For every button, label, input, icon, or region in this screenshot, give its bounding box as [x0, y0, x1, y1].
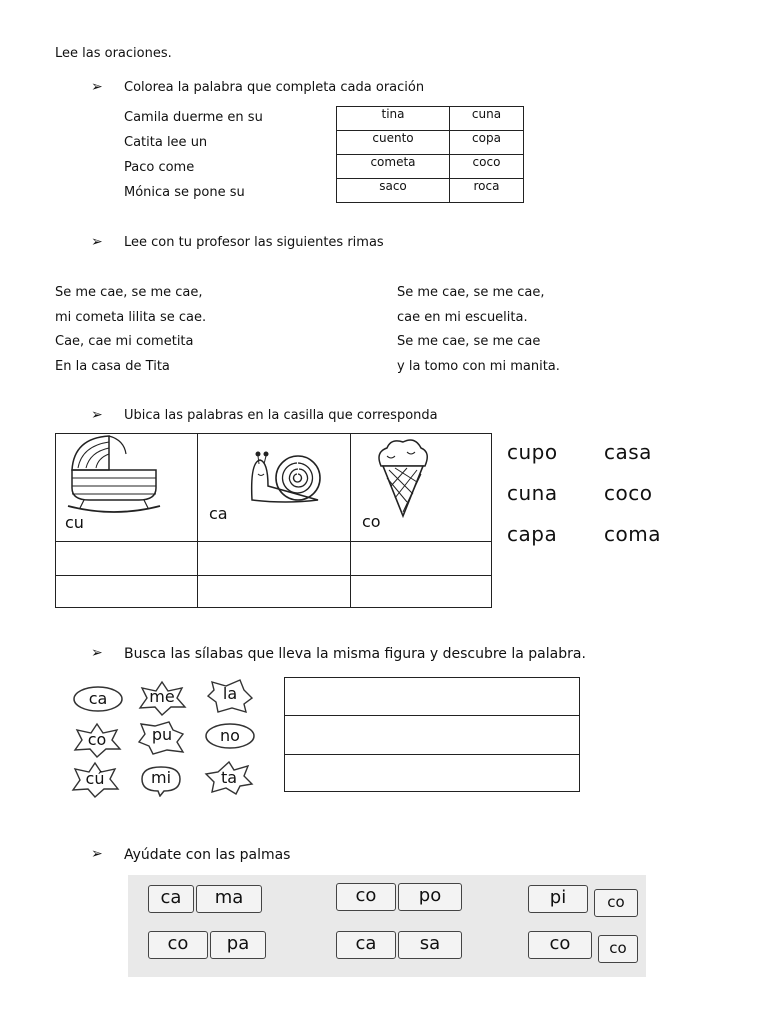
syllable-text: mi	[150, 768, 172, 787]
syllable-chip	[72, 722, 122, 758]
puzzle-piece: ca	[336, 931, 396, 959]
word-cell[interactable]: roca	[450, 179, 524, 203]
puzzle-panel	[128, 875, 646, 977]
word-bank-item: cuna	[507, 481, 558, 505]
puzzle-piece: pa	[210, 931, 266, 959]
puzzle-piece: co	[336, 883, 396, 911]
answer-cell[interactable]	[55, 541, 198, 576]
answer-cell[interactable]	[55, 575, 198, 608]
rhyme-right	[397, 281, 560, 379]
answer-cell[interactable]	[350, 575, 492, 608]
word-bank-item: cupo	[507, 440, 558, 464]
puzzle-piece: co	[598, 935, 638, 963]
syllable-text: pu	[151, 725, 173, 744]
instruction-syllables: Busca las sílabas que lleva la misma figura y descubre la palabra.	[124, 646, 586, 662]
sentence-stem: Mónica se pone su	[124, 185, 245, 200]
table-row	[337, 107, 524, 131]
instruction-color-word: Colorea la palabra que completa cada oración	[124, 80, 425, 95]
puzzle-piece: pi	[528, 885, 588, 913]
syllable-text: cú	[85, 769, 105, 788]
rhyme-line: Se me cae, se me cae,	[397, 285, 545, 300]
syllable-chip	[70, 761, 120, 799]
syllable-text: me	[149, 687, 175, 706]
table-row	[337, 131, 524, 155]
sentence-stem: Camila duerme en su	[124, 110, 263, 125]
puzzle-piece: co	[528, 931, 592, 959]
word-cell[interactable]: saco	[337, 179, 450, 203]
word-cell[interactable]: copa	[450, 131, 524, 155]
syllable-chip	[204, 721, 256, 751]
rhyme-line: y la tomo con mi manita.	[397, 358, 560, 374]
word-cell[interactable]: cuna	[450, 107, 524, 131]
syllable-chip	[136, 763, 186, 797]
puzzle-piece: co	[148, 931, 208, 959]
answer-box[interactable]	[284, 677, 580, 716]
picture-cell-ca	[197, 433, 351, 542]
word-bank-item: coco	[604, 481, 653, 505]
picture-cell-co	[350, 433, 492, 542]
word-bank-item: casa	[604, 440, 652, 464]
puzzle-piece: ca	[148, 885, 194, 913]
bullet-arrow-icon: ➢	[91, 234, 103, 250]
syllable-text: la	[222, 684, 238, 703]
picture-cell-cu	[55, 433, 198, 542]
column-label: cu	[65, 513, 84, 532]
puzzle-piece: co	[594, 889, 638, 917]
rhyme-line: Se me cae, se me cae	[397, 334, 541, 349]
word-cell[interactable]: cometa	[337, 155, 450, 179]
instruction-place-words: Ubica las palabras en la casilla que corresponda	[124, 408, 438, 423]
answer-cell[interactable]	[350, 541, 492, 576]
snail-icon	[246, 442, 336, 512]
sentence-stem: Catita lee un	[124, 135, 208, 150]
cradle-icon	[64, 430, 164, 520]
rhyme-line: Se me cae, se me cae,	[55, 285, 203, 300]
syllable-chip	[72, 684, 124, 714]
table-row	[337, 155, 524, 179]
instruction-rhymes: Lee con tu profesor las siguientes rimas	[124, 235, 384, 250]
syllable-text: ta	[220, 768, 238, 787]
instruction-clap: Ayúdate con las palmas	[124, 847, 291, 863]
answer-cell[interactable]	[197, 541, 351, 576]
answer-box[interactable]	[284, 715, 580, 755]
syllable-text: ca	[88, 689, 108, 708]
answer-box[interactable]	[284, 754, 580, 792]
ice-cream-icon	[373, 436, 433, 520]
word-bank-item: coma	[604, 522, 661, 546]
word-cell[interactable]: cuento	[337, 131, 450, 155]
page-title: Lee las oraciones.	[55, 46, 172, 61]
sentence-stem: Paco come	[124, 160, 195, 175]
column-label: ca	[209, 504, 228, 523]
syllable-text: co	[87, 730, 107, 749]
table-row	[337, 179, 524, 203]
syllable-sort-grid	[55, 433, 492, 608]
puzzle-piece: po	[398, 883, 462, 911]
syllable-chip	[137, 680, 187, 716]
rhyme-line: cae en mi escuelita.	[397, 309, 528, 325]
bullet-arrow-icon: ➢	[91, 645, 103, 661]
puzzle-piece: sa	[398, 931, 462, 959]
bullet-arrow-icon: ➢	[91, 407, 103, 423]
word-bank-item: capa	[507, 522, 558, 546]
answer-cell[interactable]	[197, 575, 351, 608]
syllable-chip	[204, 760, 254, 796]
rhyme-line: En la casa de Tita	[55, 358, 170, 374]
syllable-chip	[206, 678, 254, 714]
word-cell[interactable]: tina	[337, 107, 450, 131]
bullet-arrow-icon: ➢	[91, 79, 103, 95]
bullet-arrow-icon: ➢	[91, 846, 103, 862]
puzzle-piece: ma	[196, 885, 262, 913]
column-label: co	[362, 512, 381, 531]
word-choice-table	[336, 106, 524, 203]
syllable-chip	[137, 720, 187, 756]
rhyme-left	[55, 281, 206, 379]
rhyme-line: mi cometa lilita se cae.	[55, 309, 207, 325]
rhyme-line: Cae, cae mi cometita	[55, 334, 194, 349]
word-cell[interactable]: coco	[450, 155, 524, 179]
syllable-text: no	[220, 726, 240, 745]
